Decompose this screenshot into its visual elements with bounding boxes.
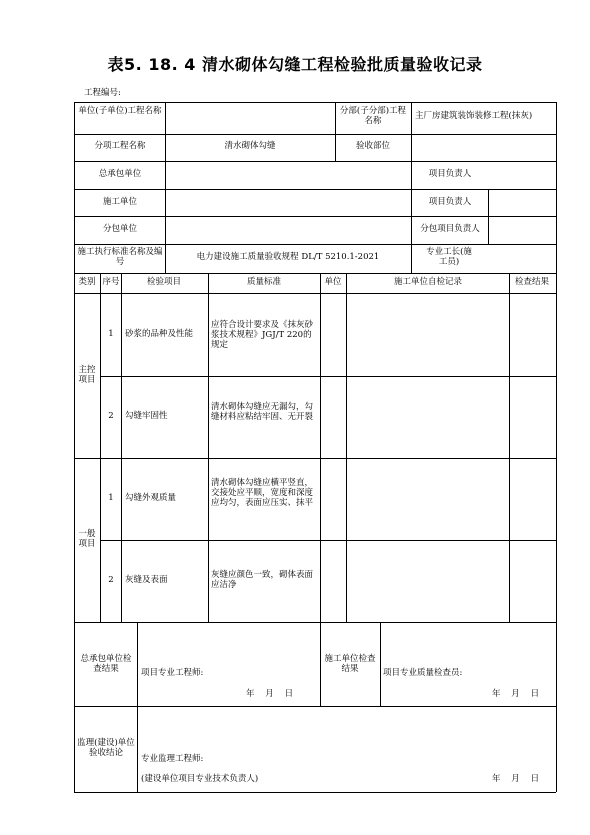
unit-project-name-label: 单位(子单位)工程名称	[78, 106, 162, 116]
gc-date: 年 月 日	[246, 689, 294, 699]
main-items-label: 主控项目	[78, 365, 96, 385]
main-item-2-name: 勾缝牢固性	[125, 411, 168, 421]
standard-name-label: 施工执行标准名称及编号	[77, 247, 163, 267]
standard-name-value: 电力建设施工质量验收规程 DL/T 5210.1-2021	[196, 252, 380, 262]
general-items-label: 一般项目	[78, 529, 96, 549]
supervision-label: 监理(建设)单位验收结论	[77, 738, 135, 758]
col-unit: 单位	[324, 277, 342, 287]
cu-inspector-label: 项目专业质量检查员:	[383, 668, 463, 678]
supervision-date: 年 月 日	[492, 774, 540, 784]
col-seq: 序号	[102, 277, 120, 287]
cu-date: 年 月 日	[492, 689, 540, 699]
col-result: 检查结果	[514, 277, 550, 287]
acceptance-part-label: 验收部位	[355, 141, 391, 151]
subitem-name-label: 分项工程名称	[94, 141, 146, 151]
main-item-1-name: 砂浆的品种及性能	[125, 329, 194, 339]
sub-project-leader-label: 分包项目负责人	[420, 224, 480, 234]
general-item-1-standard: 清水砌体勾缝应横平竖直，交接处应平顺，宽度和深度应均匀，表面应压实、抹平	[211, 478, 314, 508]
general-item-2-seq: 2	[108, 575, 114, 585]
owner-tech-label: (建设单位项目专业技术负责人)	[141, 774, 259, 784]
main-item-2-seq: 2	[108, 411, 114, 421]
general-contractor-label: 总承包单位	[98, 169, 142, 179]
supervision-engineer-label: 专业监理工程师:	[141, 754, 204, 764]
gc-engineer-label: 项目专业工程师:	[141, 668, 204, 678]
project-number-label: 工程编号:	[84, 88, 121, 98]
general-item-1-name: 勾缝外观质量	[125, 493, 177, 503]
col-standard: 质量标准	[246, 277, 282, 287]
col-item: 检验项目	[146, 277, 182, 287]
subdivision-name-value: 主厂房建筑装饰装修工程(抹灰)	[415, 111, 533, 121]
general-item-2-standard: 灰缝应颜色一致，砌体表面应洁净	[211, 570, 314, 590]
main-item-1-standard: 应符合设计要求及《抹灰砂浆技术规程》JGJ/T 220的规定	[211, 320, 314, 350]
foreman-label: 专业工长(施工员)	[426, 247, 472, 267]
project-leader-label: 项目负责人	[428, 169, 472, 179]
project-leader-label-2: 项目负责人	[428, 197, 472, 207]
cu-result-label: 施工单位检查结果	[324, 654, 376, 674]
main-item-1-seq: 1	[108, 329, 114, 339]
subitem-name-value: 清水砌体勾缝	[224, 141, 276, 151]
general-item-2-name: 灰缝及表面	[125, 575, 168, 585]
page-title: 表5. 18. 4 清水砌体勾缝工程检验批质量验收记录	[107, 55, 483, 74]
construction-unit-label: 施工单位	[102, 197, 138, 207]
subcontractor-label: 分包单位	[102, 224, 138, 234]
subdivision-name-label: 分部(子分部)工程名称	[339, 106, 407, 126]
gc-result-label: 总承包单位检查结果	[80, 654, 132, 674]
col-self-check: 施工单位自检记录	[393, 277, 463, 287]
general-item-1-seq: 1	[108, 493, 114, 503]
col-category: 类别	[78, 277, 96, 287]
main-item-2-standard: 清水砌体勾缝应无漏勾，勾缝材料应粘结牢固、无开裂	[211, 402, 314, 422]
